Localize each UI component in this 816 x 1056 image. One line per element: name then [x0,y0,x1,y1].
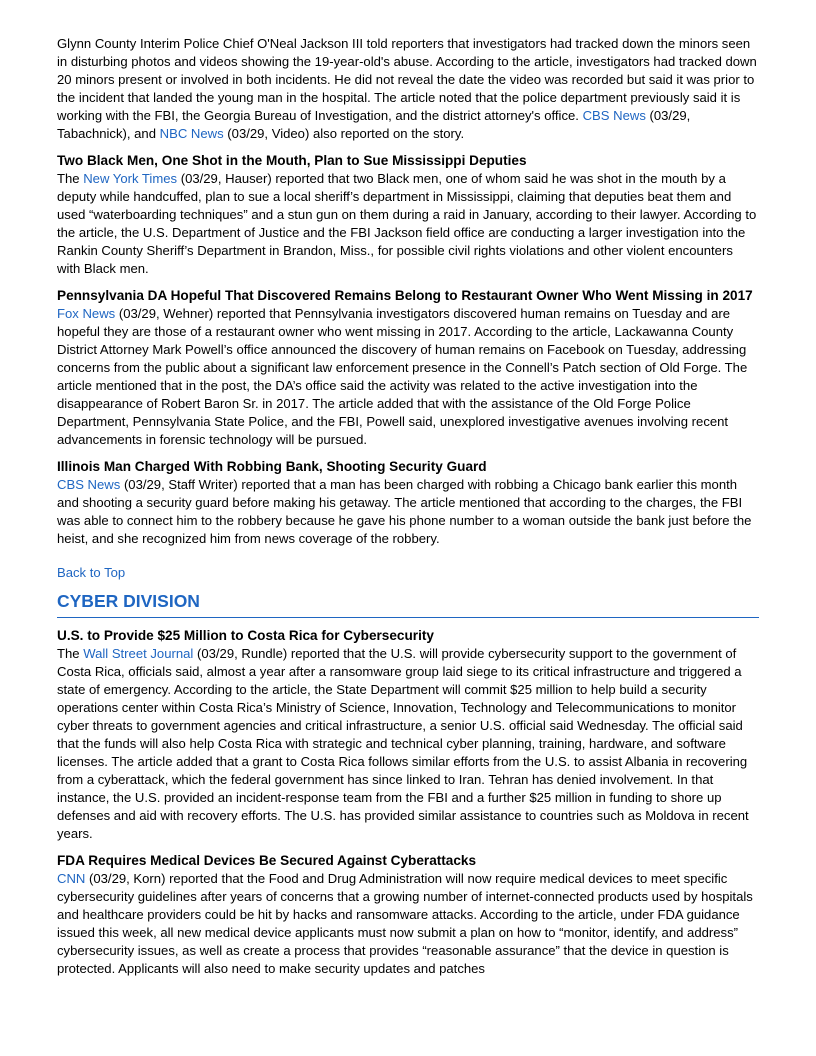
section-title-cyber-division: CYBER DIVISION [57,590,759,618]
body-text: (03/29, Hauser) reported that two Black men, one of whom said he was shot in the mouth by a deputy while handcuffed, plan to sue a local sheriff’s department in Mississippi, claiming that deputies beat them and used “waterboarding techniques” and a stun gun on them during a raid in January, according to their lawyer. According to the article, the U.S. Department of Justice and the FBI Jackson field office are conducting a larger investigation into the Rankin County Sheriff’s Department in Brandon, Miss., for possible civil rights violations and other violent encounters with Black men. [57,171,757,276]
body-text: (03/29, Wehner) reported that Pennsylvania investigators discovered human remains on Tuesday and are hopeful they are those of a restaurant owner who went missing in 2017. According to the article, Lackawanna County District Attorney Mark Powell’s office announced the discovery of human remains on Facebook on Tuesday, addressing concerns from the public about a significant law enforcement presence in the Connell’s Patch section of Old Forge. The article mentioned that in the post, the DA’s office said the activity was related to the active investigation into the disappearance of Robert Baron Sr. in 2017. The article added that with the assistance of the Old Forge Police Department, Pennsylvania State Police, and the FBI, Powell said, unexplored investigative avenues involving recent advancements in forensic technology will be pursued. [57,306,748,447]
body-text: Glynn County Interim Police Chief O'Neal Jackson III told reporters that investigators had tracked down the minors seen in disturbing photos and videos showing the 19-year-old's abuse. According to the article, investigators had tracked down 20 minors present or involved in both incidents. He did not reveal the date the video was recorded but said it was prior to the incident that landed the young man in the hospital. The article noted that the police department previously said it is working with the FBI, the Georgia Bureau of Investigation, and the district attorney's office. [57,36,757,123]
body-text: (03/29, Rundle) reported that the U.S. will provide cybersecurity support to the government of Costa Rica, officials said, almost a year after a ransomware group laid siege to its critical infrastructure and triggered a state of emergency. According to the article, the State Department will commit $25 million to help build a security operations center within Costa Rica’s Ministry of Science, Innovation, Technology and Telecommunications to monitor cyber threats to government agencies and critical infrastructure, a senior U.S. official said Wednesday. The official said that the funds will also help Costa Rica with strategic and technical cyber planning, training, hardware, and software licenses. The article added that a grant to Costa Rica follows similar efforts from the U.S. to assist Albania in recovering from a cyberattack, which the federal government has since linked to Iran. Tehran has denied involvement. In that instance, the U.S. provided an incident-response team from the FBI and a further $25 million in funding to shore up defenses and aid with recovery efforts. The U.S. has provided similar assistance to countries such as Moldova in recent years. [57,646,749,841]
body-text: (03/29, Video) also reported on the story. [223,126,465,141]
article-fda-medical-devices [57,852,759,978]
source-link-wall-street-journal[interactable]: Wall Street Journal [83,646,194,661]
article-body [57,476,759,548]
source-link-nbc-news[interactable]: NBC News [159,126,224,141]
newsletter-page [57,35,759,987]
article-body [57,35,759,143]
article-headline: U.S. to Provide $25 Million to Costa Rica for Cybersecurity [57,628,434,643]
article-illinois-bank [57,458,759,548]
body-text: (03/29, Tabachnick), and [57,108,691,141]
back-to-top-row [57,564,759,582]
body-text: The [57,646,84,661]
body-text: The [57,171,84,186]
article-headline: Illinois Man Charged With Robbing Bank, Shooting Security Guard [57,459,487,474]
article-headline: Two Black Men, One Shot in the Mouth, Plan to Sue Mississippi Deputies [57,153,527,168]
body-text: (03/29, Staff Writer) reported that a man has been charged with robbing a Chicago bank earlier this month and shooting a security guard before making his getaway. The article mentioned that according to the charges, the FBI was able to connect him to the robbery because he gave his phone number to a woman outside the bank just before the heist, and she recognized him from news coverage of the robbery. [57,477,752,546]
source-link-cbs-news[interactable]: CBS News [582,108,646,123]
article-body [57,870,759,978]
article-pennsylvania-remains [57,287,759,449]
back-to-top-link[interactable]: Back to Top [57,565,126,580]
article-body [57,170,759,278]
intro-continuation [57,35,759,143]
article-body [57,645,759,843]
article-headline: Pennsylvania DA Hopeful That Discovered Remains Belong to Restaurant Owner Who Went Missing in 2017 [57,288,753,303]
source-link-cbs-news[interactable]: CBS News [57,477,121,492]
source-link-new-york-times[interactable]: New York Times [83,171,178,186]
source-link-cnn[interactable]: CNN [57,871,86,886]
source-link-fox-news[interactable]: Fox News [57,306,116,321]
article-headline: FDA Requires Medical Devices Be Secured Against Cyberattacks [57,853,477,868]
body-text: (03/29, Korn) reported that the Food and Drug Administration will now require medical devices to meet specific cybersecurity guidelines after years of concerns that a growing number of internet-connected products used by hospitals and healthcare providers could be hit by hacks and ransomware attacks. According to the article, under FDA guidance issued this week, all new medical device applicants must now submit a plan on how to “monitor, identify, and address” cybersecurity issues, as well as create a process that provides “reasonable assurance” that the device in question is protected. Applicants will also need to make security updates and patches [57,871,753,976]
article-costa-rica [57,627,759,843]
article-body [57,305,759,449]
article-mississippi-deputies [57,152,759,278]
